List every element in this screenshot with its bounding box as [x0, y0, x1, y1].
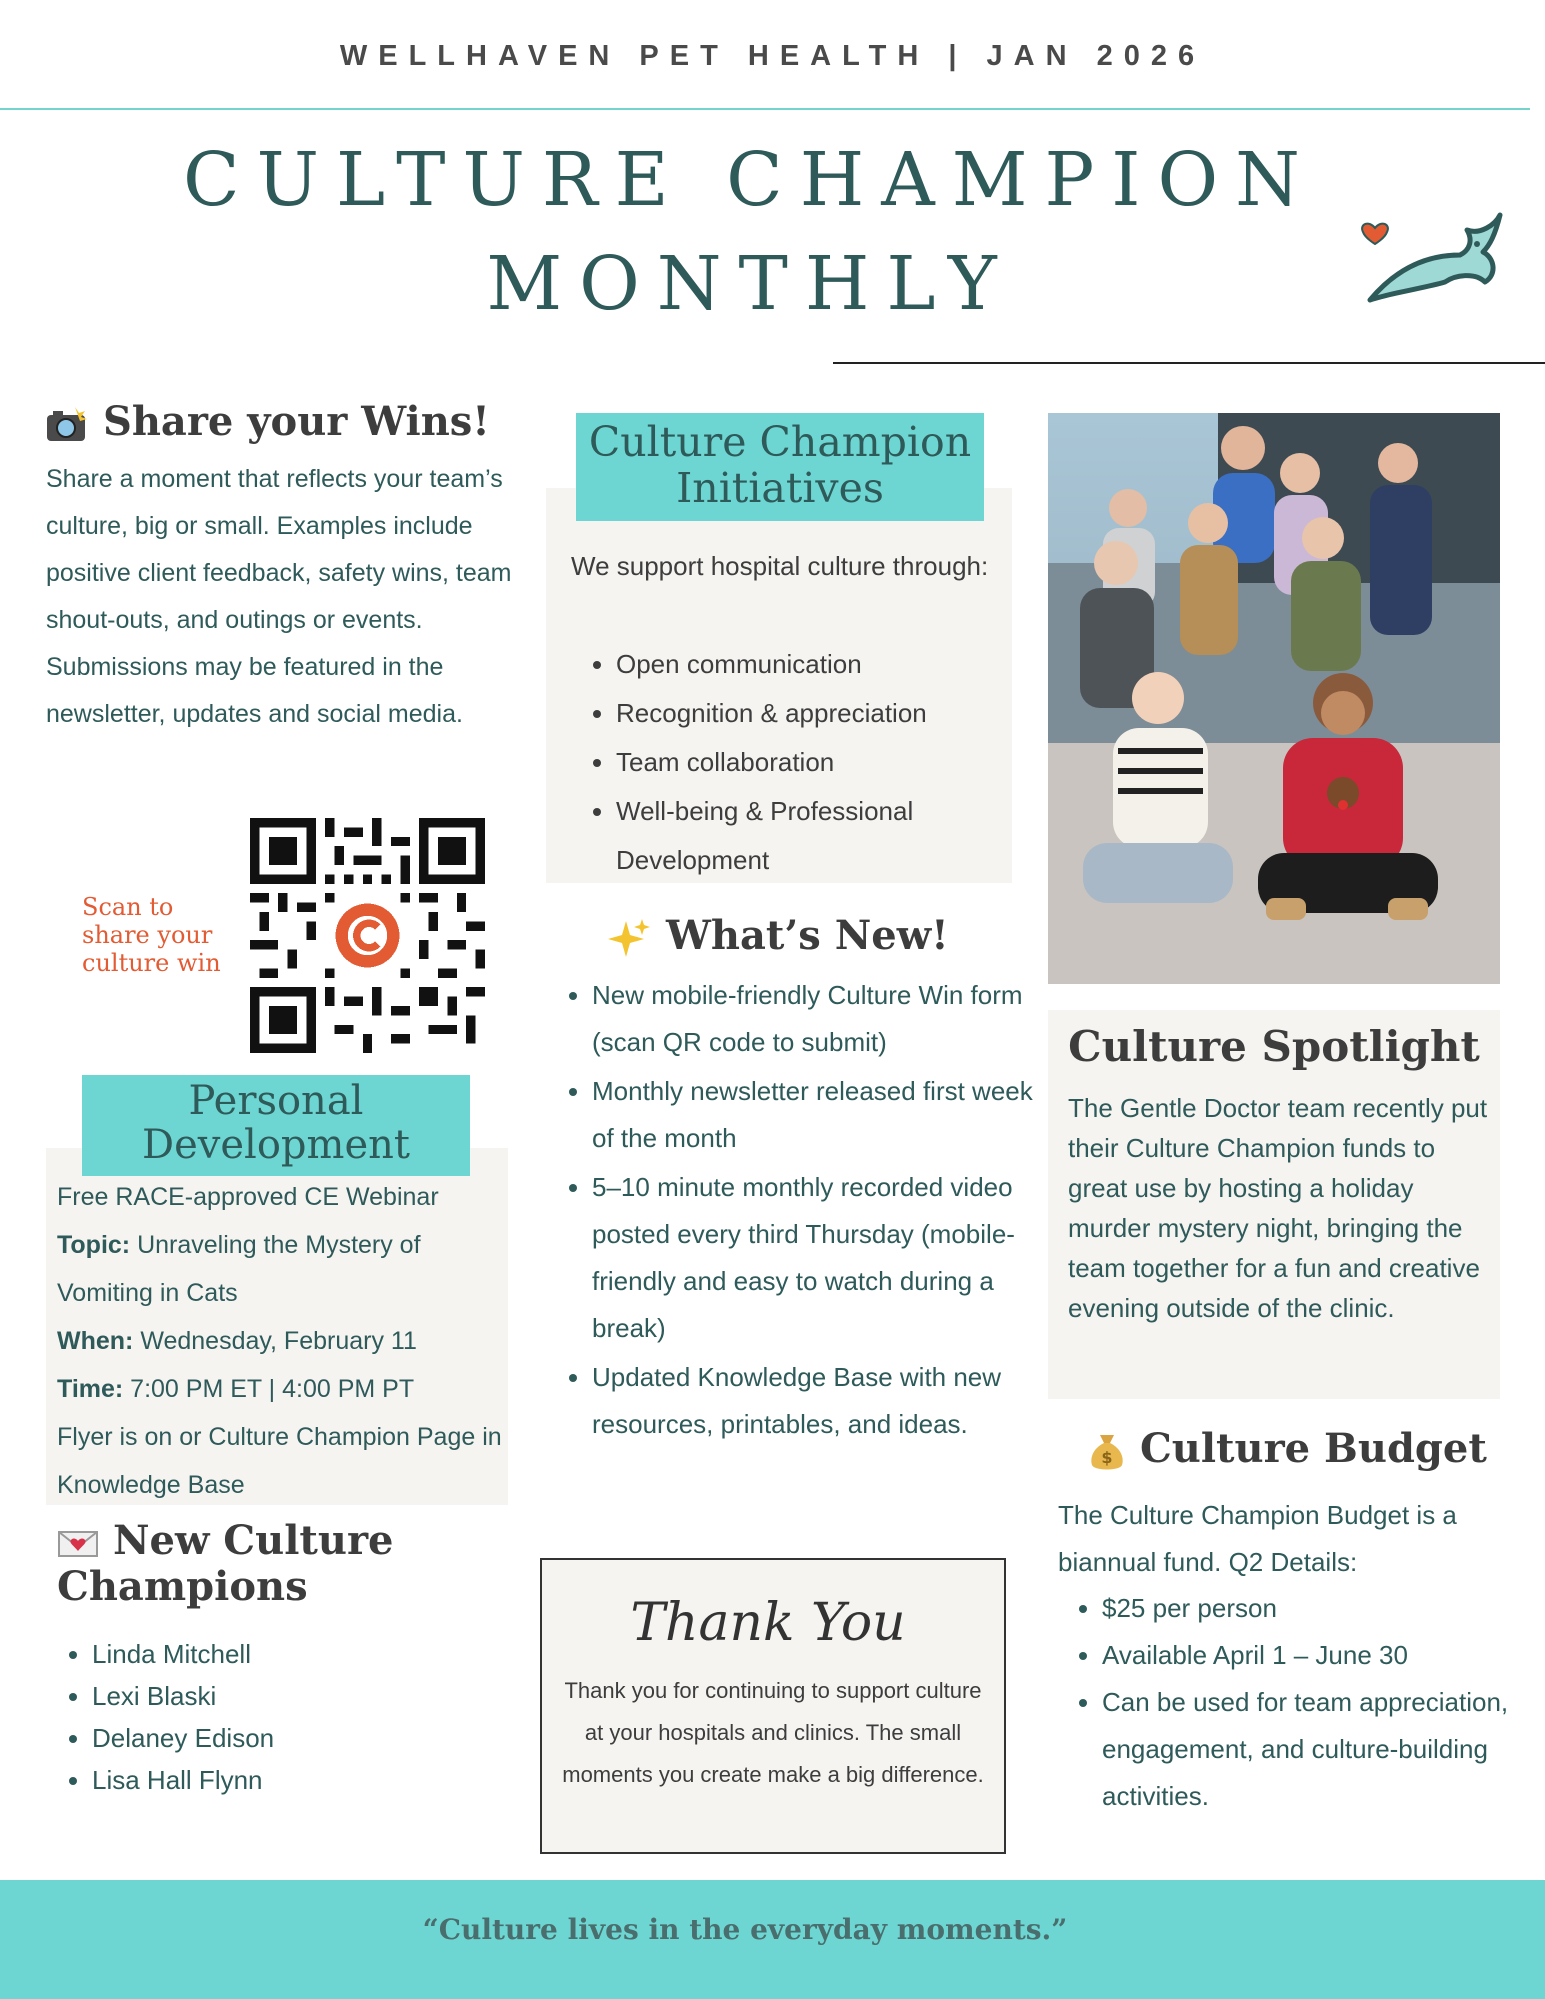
topic-line: Topic: Unraveling the Mystery of Vomiting in Cats [57, 1231, 421, 1307]
list-item: • $25 per person [1102, 1585, 1532, 1632]
title-line-1: CULTURE CHAMPION [183, 137, 1317, 223]
spotlight-text: The Gentle Doctor team recently put their Culture Champion funds to great use by hosting a holiday murder mystery night, bringing the team together for a fun and creative evening outside of the clinic. [1068, 1093, 1488, 1323]
time-line: Time: 7:00 PM ET | 4:00 PM PT [57, 1375, 415, 1403]
budget-title: Culture Budget [1139, 1425, 1487, 1472]
webinar-line: Free RACE-approved CE Webinar [57, 1183, 439, 1211]
list-item: • Linda Mitchell [92, 1633, 274, 1675]
list-item: • Team collaboration [616, 738, 1046, 787]
thank-you-text: Thank you for continuing to support culture at your hospitals and clinics. The small moments you create make a big difference. [562, 1678, 984, 1787]
share-wins-heading [45, 398, 490, 445]
list-item: • Updated Knowledge Base with new resources, printables, and ideas. [592, 1354, 1044, 1448]
flyer-note: Flyer is on or Culture Champion Page in Knowledge Base [57, 1423, 502, 1499]
list-item: • Available April 1 – June 30 [1102, 1632, 1532, 1679]
rabbit-heart-logo [1355, 200, 1505, 315]
share-wins-title: Share your Wins! [102, 398, 490, 445]
whats-new-title: What’s New! [665, 912, 949, 959]
spotlight-heading: Culture Spotlight [1068, 1022, 1480, 1071]
budget-heading [1088, 1425, 1487, 1473]
list-item: • Delaney Edison [92, 1717, 274, 1759]
organization-line: WELLHAVEN PET HEALTH | JAN 2026 [339, 40, 1206, 72]
qr-code[interactable] [250, 818, 485, 1053]
list-item: • Monthly newsletter released first week of the month [592, 1068, 1044, 1162]
footer-quote: “Culture lives in the everyday moments.” [422, 1913, 1068, 1946]
budget-intro: The Culture Champion Budget is a biannual fund. Q2 Details: [1058, 1500, 1457, 1577]
list-item: • 5–10 minute monthly recorded video posted every third Thursday (mobile-friendly and easy to watch during a break) [592, 1164, 1044, 1352]
list-item: • Can be used for team appreciation, engagement, and culture-building activities. [1102, 1679, 1532, 1820]
header-divider [0, 108, 1530, 110]
new-champions-heading [57, 1518, 457, 1610]
list-item: • Open communication [616, 640, 1046, 689]
money-bag-icon [1088, 1431, 1126, 1473]
list-item: • Recognition & appreciation [616, 689, 1046, 738]
list-item: • Lexi Blaski [92, 1675, 274, 1717]
camera-flash-icon [45, 405, 89, 445]
team-photo [1048, 413, 1500, 984]
share-wins-text: Share a moment that reflects your team’s culture, big or small. Examples include positive client feedback, safety wins, team shout-outs, and outings or events. Submissions may be featured in the newsletter, updates and social media. [46, 465, 512, 728]
initiatives-list [578, 640, 1046, 885]
newsletter-title [0, 128, 1500, 336]
budget-list [1068, 1585, 1532, 1820]
love-letter-icon [57, 1529, 99, 1559]
new-champions-list [60, 1633, 274, 1801]
list-item: • Well-being & Professional Development [616, 787, 1046, 885]
new-champions-title: New Culture Champions [57, 1517, 394, 1610]
whats-new-heading [608, 912, 949, 961]
svg-text:$: $ [1101, 1448, 1113, 1467]
whats-new-list [558, 972, 1044, 1450]
list-item: • New mobile-friendly Culture Win form (scan QR code to submit) [592, 972, 1044, 1066]
title-line-2: MONTHLY [486, 241, 1014, 327]
thank-you-script-text: Thank You [630, 1593, 906, 1653]
list-item: • Lisa Hall Flynn [92, 1759, 274, 1801]
sparkles-icon [608, 917, 652, 961]
scan-caption: Scan to share your culture win [82, 893, 221, 977]
initiatives-banner: Culture Champion Initiatives [576, 413, 984, 521]
initiatives-intro: We support hospital culture through: [571, 551, 989, 581]
when-line: When: Wednesday, February 11 [57, 1327, 417, 1355]
title-divider [833, 362, 1545, 364]
personal-development-banner: Personal Development [82, 1075, 470, 1176]
personal-development-details [57, 1173, 507, 1509]
thank-you-script [630, 1568, 906, 1678]
